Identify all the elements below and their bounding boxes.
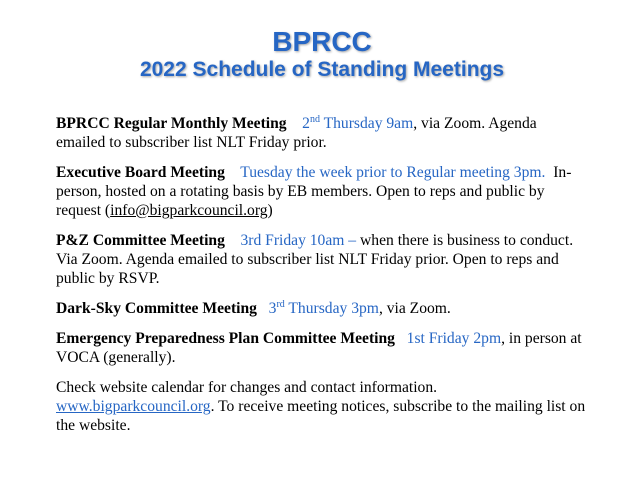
pz-meeting-details: when there is business to conduct. Via Zoom. Agenda emailed to subscriber list NLT Friday prior. Open to reps and public by RSVP. [56, 232, 574, 287]
page-subtitle: 2022 Schedule of Standing Meetings [139, 58, 505, 81]
regular-meeting-time [302, 115, 413, 132]
footer-paragraph [56, 378, 588, 435]
darksky-meeting-time [269, 300, 379, 317]
pz-meeting-paragraph [56, 231, 588, 288]
executive-meeting-paragraph [56, 163, 588, 220]
darksky-meeting-ordinal: 3 [268, 300, 277, 317]
emergency-meeting-location: , in person at VOCA (generally). [56, 330, 582, 366]
executive-contact-email[interactable]: info@bigparkcouncil.org [110, 202, 268, 219]
darksky-meeting-when: Thursday 3pm [288, 300, 379, 317]
regular-meeting-ordinal: 2 [302, 115, 310, 132]
regular-meeting-when: Thursday 9am [323, 115, 414, 132]
emergency-meeting-name: Emergency Preparedness Plan Committee Meeting [56, 330, 395, 347]
executive-meeting-details: In-person, hosted on a rotating basis by EB members. Open to reps and public by request ( [56, 164, 572, 219]
regular-meeting-name: BPRCC Regular Monthly Meeting [56, 115, 287, 132]
darksky-meeting-paragraph [56, 299, 588, 318]
executive-meeting-name: Executive Board Meeting [56, 164, 225, 181]
website-link[interactable]: www.bigparkcouncil.org [56, 398, 211, 415]
footer-subscribe-note: . To receive meeting notices, subscribe to the mailing list on the website. [56, 398, 586, 434]
document-header [56, 0, 588, 82]
page-title: BPRCC [272, 26, 372, 57]
meeting-list [56, 114, 588, 435]
pz-meeting-time: 3rd Friday 10am – [240, 232, 357, 249]
regular-meeting-location: , via Zoom. [413, 115, 486, 132]
regular-meeting-ordinal-suffix: nd [309, 113, 320, 125]
regular-meeting-agenda: Agenda emailed to subscriber list NLT Friday prior. [56, 115, 537, 151]
emergency-meeting-time: 1st Friday 2pm [406, 330, 502, 347]
pz-meeting-name: P&Z Committee Meeting [56, 232, 225, 249]
emergency-meeting-paragraph [56, 329, 588, 367]
footer-calendar-note: Check website calendar for changes and contact information. [56, 379, 438, 396]
darksky-meeting-name: Dark-Sky Committee Meeting [56, 300, 257, 317]
executive-meeting-time: Tuesday the week prior to Regular meeting 3pm. [240, 164, 546, 181]
darksky-meeting-ordinal-suffix: rd [276, 298, 285, 310]
executive-close-paren: ) [267, 202, 273, 219]
regular-meeting-paragraph [56, 114, 588, 152]
darksky-meeting-location: , via Zoom. [378, 300, 451, 317]
